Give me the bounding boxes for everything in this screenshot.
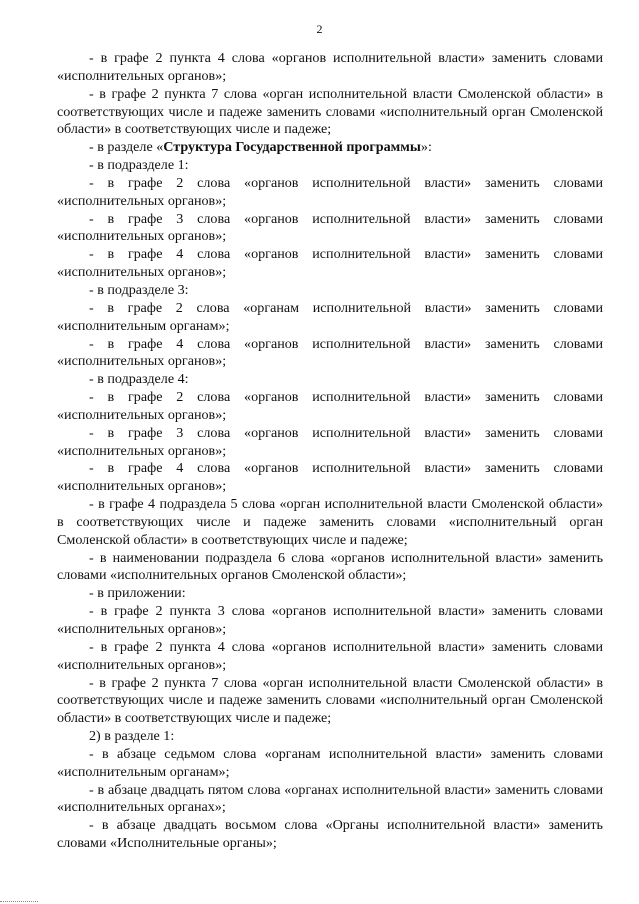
paragraph: - в графе 4 слова «органов исполнительной власти» заменить словами «исполнительных органов»;	[57, 246, 603, 281]
document-body	[57, 50, 603, 853]
paragraph-prefix: - в разделе «	[89, 139, 164, 156]
paragraph: - в графе 2 слова «органов исполнительной власти» заменить словами «исполнительных органов»;	[57, 174, 603, 209]
paragraph: - в графе 2 пункта 7 слова «орган исполнительной власти Смоленской области» в соответствующих числе и падеже заменить словами «исполнительный орган Смоленской области» в соответствующих числе и падеже;	[57, 85, 603, 138]
footer-rule	[0, 901, 38, 902]
page-number: 2	[316, 22, 323, 36]
paragraph: - в графе 2 слова «органов исполнительной власти» заменить словами «исполнительных органов»;	[57, 389, 603, 423]
paragraph: 2) в разделе 1:	[89, 728, 175, 745]
paragraph: - в графе 3 слова «органов исполнительной власти» заменить словами «исполнительных органов»;	[57, 424, 603, 459]
paragraph: - в абзаце двадцать восьмом слова «Органы исполнительной власти» заменить словами «Исполнительные органы»;	[57, 817, 603, 852]
paragraph: - в графе 4 подраздела 5 слова «орган исполнительной власти Смоленской области» в соответствующих числе и падеже заменить словами «исполнительный орган Смоленской области» в соответствующих числе и падеже;	[57, 496, 603, 548]
paragraph: - в подразделе 1:	[89, 157, 189, 174]
paragraph: - в подразделе 3:	[89, 281, 189, 298]
paragraph: - в графе 2 пункта 4 слова «органов исполнительной власти» заменить словами «исполнительных органов»;	[57, 638, 603, 673]
paragraph: - в графе 4 слова «органов исполнительной власти» заменить словами «исполнительных органов»;	[57, 460, 603, 495]
paragraph: - в графе 3 слова «органов исполнительной власти» заменить словами «исполнительных органов»;	[57, 210, 603, 245]
paragraph-suffix: »:	[420, 139, 432, 156]
section-heading-paragraph	[57, 139, 603, 157]
paragraph: - в абзаце двадцать пятом слова «органах исполнительной власти» заменить словами «исполнительных органах»;	[57, 781, 603, 816]
paragraph: - в графе 4 слова «органов исполнительной власти» заменить словами «исполнительных органов»;	[57, 335, 603, 370]
paragraph: - в наименовании подраздела 6 слова «органов исполнительной власти» заменить словами «исполнительных органов Смоленской области»;	[57, 549, 603, 584]
section-title: Структура Государственной программы	[163, 139, 421, 156]
paragraph: - в абзаце седьмом слова «органам исполнительной власти» заменить словами «исполнительным органам»;	[57, 745, 603, 780]
paragraph: - в графе 2 пункта 7 слова «орган исполнительной власти Смоленской области» в соответствующих числе и падеже заменить словами «исполнительный орган Смоленской области» в соответствующих числе и падеже;	[57, 674, 603, 727]
paragraph: - в графе 2 пункта 3 слова «органов исполнительной власти» заменить словами «исполнительных органов»;	[57, 603, 603, 637]
paragraph: - в приложении:	[89, 585, 186, 602]
paragraph: - в графе 2 пункта 4 слова «органов исполнительной власти» заменить словами «исполнительных органов»;	[57, 50, 603, 84]
paragraph: - в подразделе 4:	[89, 371, 189, 388]
paragraph: - в графе 2 слова «органам исполнительной власти» заменить словами «исполнительным органам»;	[57, 299, 603, 334]
